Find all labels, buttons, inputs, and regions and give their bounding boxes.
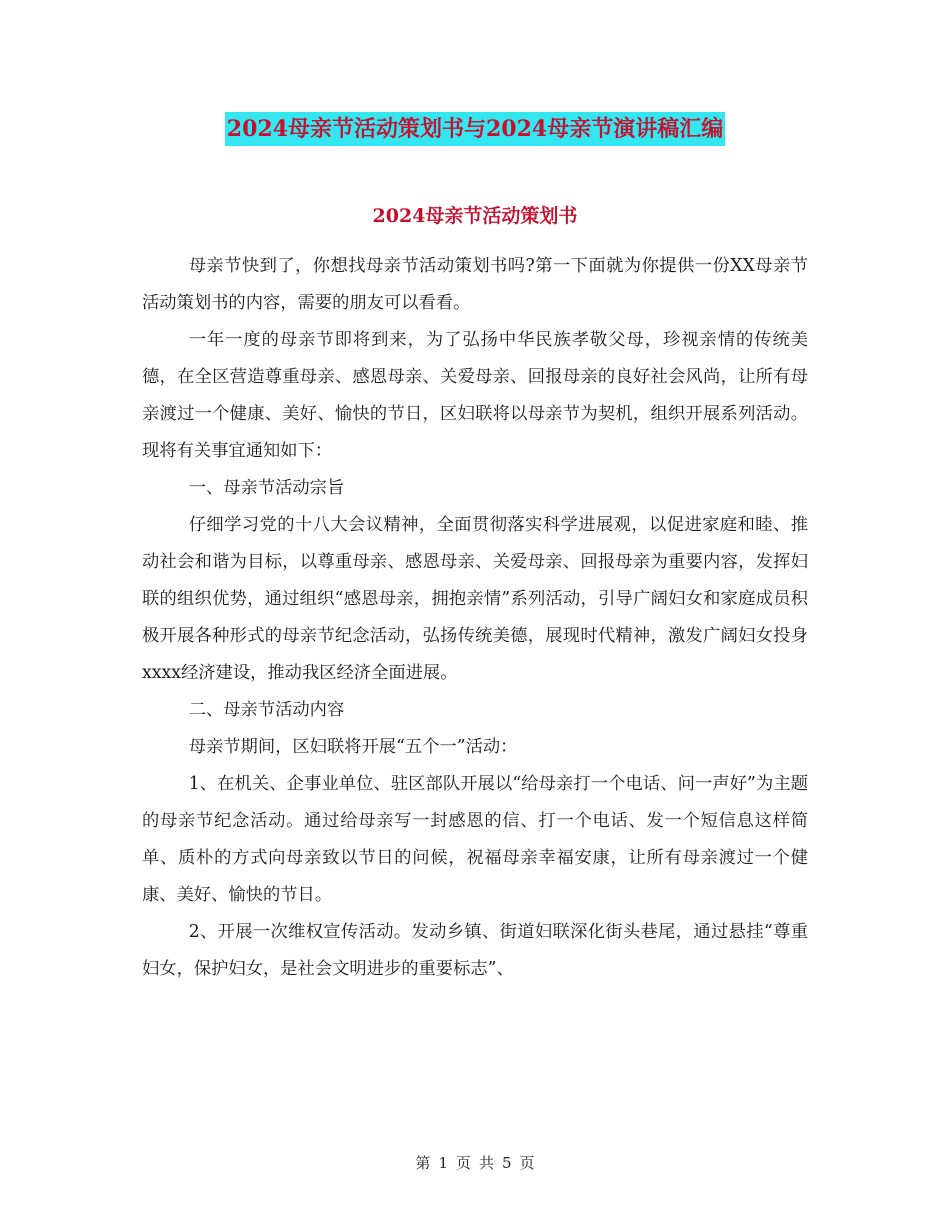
page-footer [0, 1152, 950, 1174]
footer-page-word: 页 [455, 1154, 471, 1172]
paragraph: 2、开展一次维权宣传活动。发动乡镇、街道妇联深化街头巷尾，通过悬挂“尊重妇女，保护妇女，是社会文明进步的重要标志”、 [142, 922, 808, 979]
main-title-container [0, 112, 950, 146]
paragraph: 母亲节快到了，你想找母亲节活动策划书吗?第一下面就为你提供一份XX母亲节活动策划书的内容，需要的朋友可以看看。 [142, 256, 808, 313]
paragraph: 仔细学习党的十八大会议精神，全面贯彻落实科学进展观，以促进家庭和睦、推动社会和谐为目标，以尊重母亲、感恩母亲、关爱母亲、回报母亲为重要内容，发挥妇联的组织优势，通过组织“感恩母亲，拥抱亲情”系列活动，引导广阔妇女和家庭成员积极开展各种形式的母亲节纪念活动，弘扬传统美德，展现时代精神，激发广阔妇女投身xxxx经济建设，推动我区经济全面进展。 [142, 515, 808, 683]
footer-prefix: 第 [415, 1154, 431, 1172]
paragraph: 1、在机关、企事业单位、驻区部队开展以“给母亲打一个电话、问一声好”为主题的母亲节纪念活动。通过给母亲写一封感恩的信、打一个电话、发一个短信息这样简单、质朴的方式向母亲致以节日的问候，祝福母亲幸福安康，让所有母亲渡过一个健康、美好、愉快的节日。 [142, 774, 808, 905]
paragraph: 一年一度的母亲节即将到来，为了弘扬中华民族孝敬父母，珍视亲情的传统美德，在全区营造尊重母亲、感恩母亲、关爱母亲、回报母亲的良好社会风尚，让所有母亲渡过一个健康、美好、愉快的节日，区妇联将以母亲节为契机，组织开展系列活动。现将有关事宜通知如下： [142, 330, 808, 461]
footer-suffix: 页 [519, 1154, 535, 1172]
section-title: 2024母亲节活动策划书 [372, 205, 578, 227]
main-title: 2024母亲节活动策划书与2024母亲节演讲稿汇编 [225, 112, 725, 146]
body-text [142, 248, 808, 988]
footer-total-word: 共 [479, 1154, 495, 1172]
paragraph: 母亲节期间，区妇联将开展“五个一”活动： [188, 737, 518, 757]
heading-paragraph: 一、母亲节活动宗旨 [188, 478, 345, 498]
footer-total-pages: 5 [502, 1154, 512, 1172]
footer-page-number: 1 [438, 1154, 448, 1172]
heading-paragraph: 二、母亲节活动内容 [188, 700, 345, 720]
